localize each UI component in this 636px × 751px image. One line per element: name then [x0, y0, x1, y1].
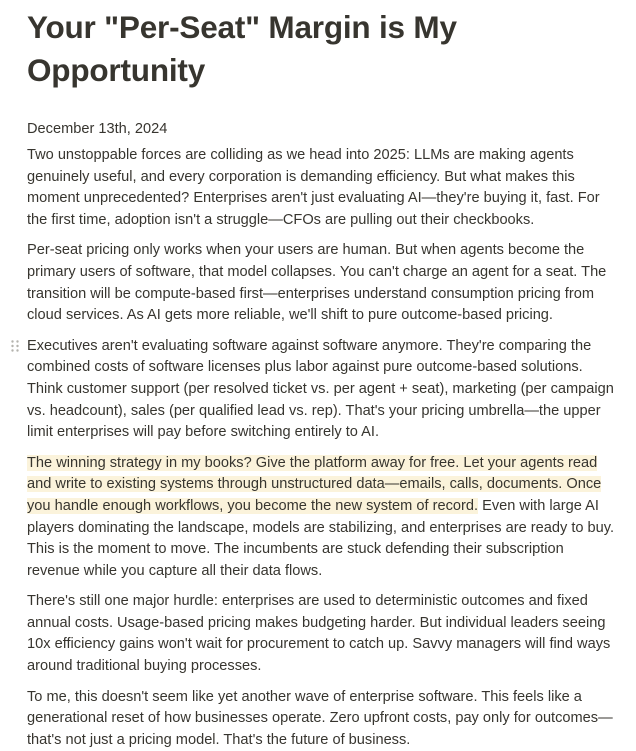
paragraph-4[interactable] [27, 453, 617, 583]
paragraph-4-text: Even with large AI players dominating the landscape, models are stabilizing, and enterprises are ready to buy. This is the moment to move. The incumbents are stuck defending their subscription revenue while you capture all their data flows. [27, 497, 615, 579]
paragraph-1[interactable]: Two unstoppable forces are colliding as we head into 2025: LLMs are making agents genuinely useful, and every corporation is demanding efficiency. But what makes this moment unprecedented? Enterprises aren't just evaluating AI—they're buying it, fast. For the first time, adoption isn't a struggle—CFOs are pulling out their checkbooks. [27, 147, 600, 228]
drag-handle-icon[interactable] [10, 339, 20, 353]
page-title: Your "Per-Seat" Margin is My Opportunity [27, 9, 457, 88]
paragraph-6[interactable]: To me, this doesn't seem like yet another wave of enterprise software. This feels like a generational reset of how businesses operate. Zero upfront costs, pay only for outcomes—that's not just a pricing model. That's the future of business. [27, 688, 613, 748]
publish-date: December 13th, 2024 [27, 121, 168, 137]
paragraph-3-text: Executives aren't evaluating software against software anymore. They're comparing the combined costs of software licenses plus labor against pure outcome-based solutions. Think customer support (per resolved ticket vs. per agent + seat), marketing (per campaign vs. headcount), sales (per qualified lead vs. rep). That's your pricing umbrella—the upper limit enterprises will pay before switching entirely to AI. [27, 337, 614, 441]
highlighted-text: The winning strategy in my books? Give the platform away for free. Let your agents read and write to existing systems through unstructured data—emails, calls, documents. Once you handle enough workflows, you become the new system of record. [27, 454, 602, 514]
paragraph-2[interactable]: Per-seat pricing only works when your users are human. But when agents become the primary users of software, that model collapses. You can't charge an agent for a seat. The transition will be compute-based first—enterprises understand consumption pricing from cloud services. As AI gets more reliable, we'll shift to pure outcome-based pricing. [27, 242, 607, 324]
article [27, 6, 617, 751]
paragraph-3[interactable] [27, 336, 617, 444]
paragraph-5[interactable]: There's still one major hurdle: enterprises are used to deterministic outcomes and fixed annual costs. Usage-based pricing makes budgeting harder. But individual leaders seeing 10x efficiency gains won't wait for procurement to catch up. Savvy managers will find ways around traditional buying processes. [27, 593, 611, 675]
